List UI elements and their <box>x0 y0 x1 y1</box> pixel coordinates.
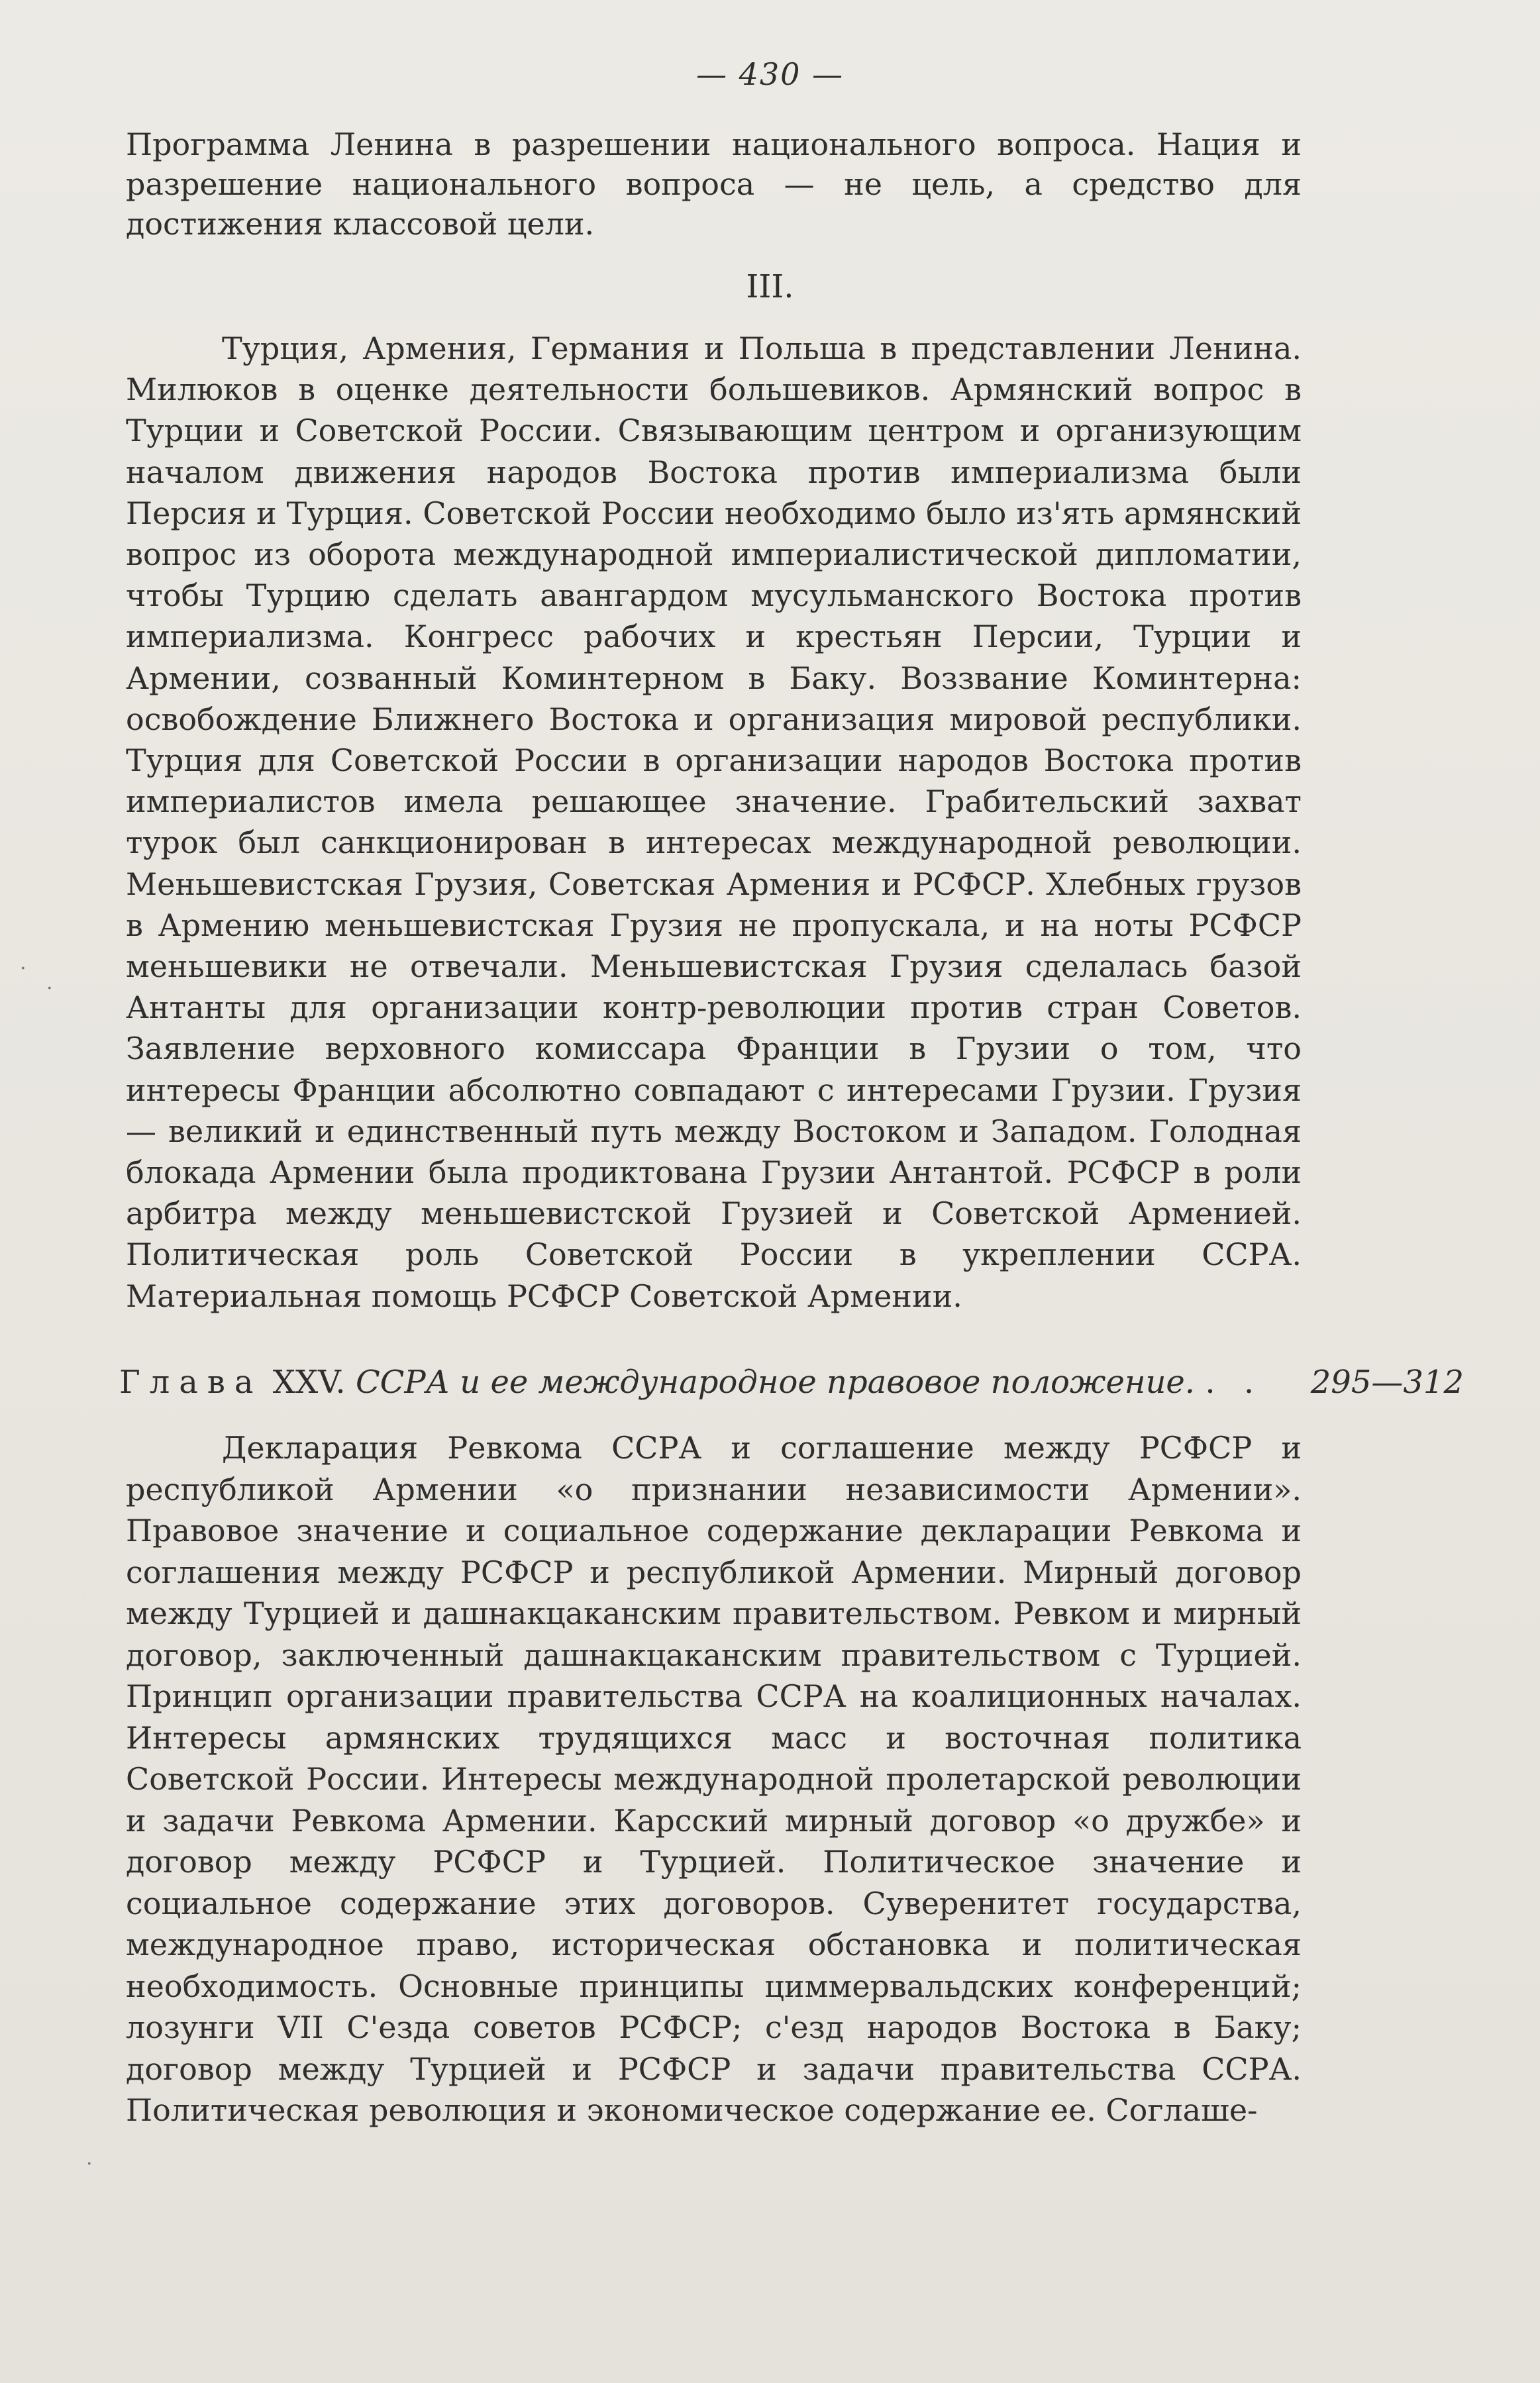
page-number: — 430 — <box>695 56 845 92</box>
chapter-leader-dots: . . <box>1205 1364 1264 1401</box>
paragraph-chapter-25: Декларация Ревкома ССРА и соглашение между РСФСР и республикой Армении «о признании независимости Армении». Правовое значение и социальное содержание декларации Ревкома и соглашения между РСФСР и республикой Армении. Мирный договор между Турцией и дашнакцаканским правительством. Ревком и мирный договор, заключенный дашнакцаканским правительством с Турцией. Принцип организации правительства ССРА на коалиционных началах. Интересы армянских трудящихся масс и восточная политика Советской России. Интересы международной пролетарской революции и задачи Ревкома Армении. Карсский мирный договор «о дружбе» и договор между РСФСР и Турцией. Политическое значение и социальное содержание этих договоров. Суверенитет государства, международное право, историческая обстановка и политическая необходимость. Основные принципы циммервальдских конференций; лозунги VII С'езда советов РСФСР; с'езд народов Востока в Баку; договор между Турцией и РСФСР и задачи правительства ССРА. Политическая революция и экономическое содержание ее. Соглаше- <box>126 1430 1302 2128</box>
section-number: III. <box>746 268 794 305</box>
chapter-label: Глава <box>119 1364 263 1401</box>
paper-speck-mark: · <box>86 2153 93 2176</box>
chapter-title: ССРА и ее международное правовое положение. <box>355 1364 1196 1401</box>
paper-speck-mark: · <box>20 957 26 980</box>
chapter-heading <box>119 1361 1464 1403</box>
paragraph-lenin-program: Программа Ленина в разрешении национального вопроса. Нация и разрешение национального вопроса — не цель, а средство для достижения классовой цели. <box>126 127 1302 242</box>
chapter-page-range: 295—312 <box>1310 1364 1464 1401</box>
paragraph-section-3: Турция, Армения, Германия и Польша в представлении Ленина. Милюков в оценке деятельности большевиков. Армянский вопрос в Турции и Советской России. Связывающим центром и организующим началом движения народов Востока против империализма были Персия и Турция. Советской России необходимо было из'ять армянский вопрос из оборота международной империалистической дипломатии, чтобы Турцию сделать авангардом мусульманского Востока против империализма. Конгресс рабочих и крестьян Персии, Турции и Армении, созванный Коминтерном в Баку. Воззвание Коминтерна: освобождение Ближнего Востока и организация мировой республики. Турция для Советской России в организации народов Востока против империалистов имела решающее значение. Грабительский захват турок был санкционирован в интересах международной революции. Меньшевистская Грузия, Советская Армения и РСФСР. Хлебных грузов в Армению меньшевистская Грузия не пропускала, и на ноты РСФСР меньшевики не отвечали. Меньшевистская Грузия сделалась базой Антанты для организации контр-революции против стран Советов. Заявление верховного комиссара Франции в Грузии о том, что интересы Франции абсолютно совпадают с интересами Грузии. Грузия — великий и единственный путь между Востоком и Западом. Голодная блокада Армении была продиктована Грузии Антантой. РСФСР в роли арбитра между меньшевистской Грузией и Советской Арменией. Политическая роль Советской России в укреплении ССРА. Материальная помощь РСФСР Советской Армении. <box>126 330 1302 1314</box>
chapter-number: XXV. <box>272 1364 346 1401</box>
paper-speck-mark: · <box>46 977 53 1000</box>
